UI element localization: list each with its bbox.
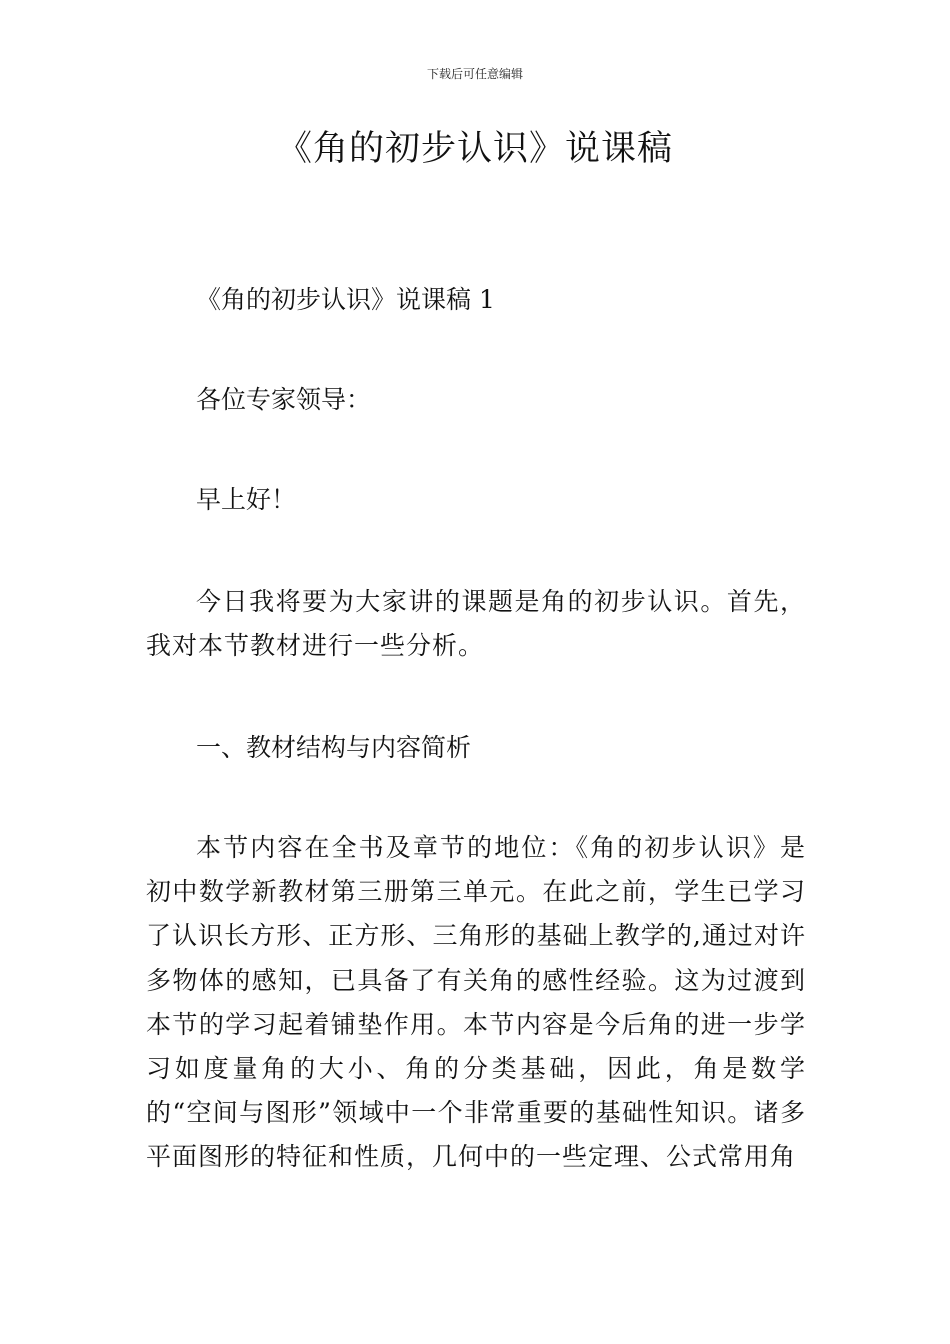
paragraph-subtitle: 《角的初步认识》说课稿 1 [196, 285, 495, 314]
paragraph-salutation: 各位专家领导： [196, 385, 372, 414]
section-heading: 一、教材结构与内容简析 [196, 733, 472, 762]
paragraph-section-body: 本节内容在全书及章节的地位：《角的初步认识》是初中数学新教材第三册第三单元。在此之前，学生已学习了认识长方形、正方形、三角形的基础上教学的,通过对许多物体的感知，已具备了有关角的感性经验。这为过渡到本节的学习起着铺垫作用。本节内容是今后角的进一步学习如度量角的大小、角的分类基础，因此，角是数学的“空间与图形”领域中一个非常重要的基础性知识。诸多平面图形的特征和性质，几何中的一些定理、公式常用角 [146, 833, 806, 1172]
document-title: 《角的初步认识》说课稿 [276, 129, 673, 169]
paragraph-greeting: 早上好！ [196, 485, 297, 514]
header-note: 下载后可任意编辑 [426, 67, 523, 81]
paragraph-intro: 今日我将要为大家讲的课题是角的初步认识。首先，我对本节教材进行一些分析。 [146, 587, 806, 660]
